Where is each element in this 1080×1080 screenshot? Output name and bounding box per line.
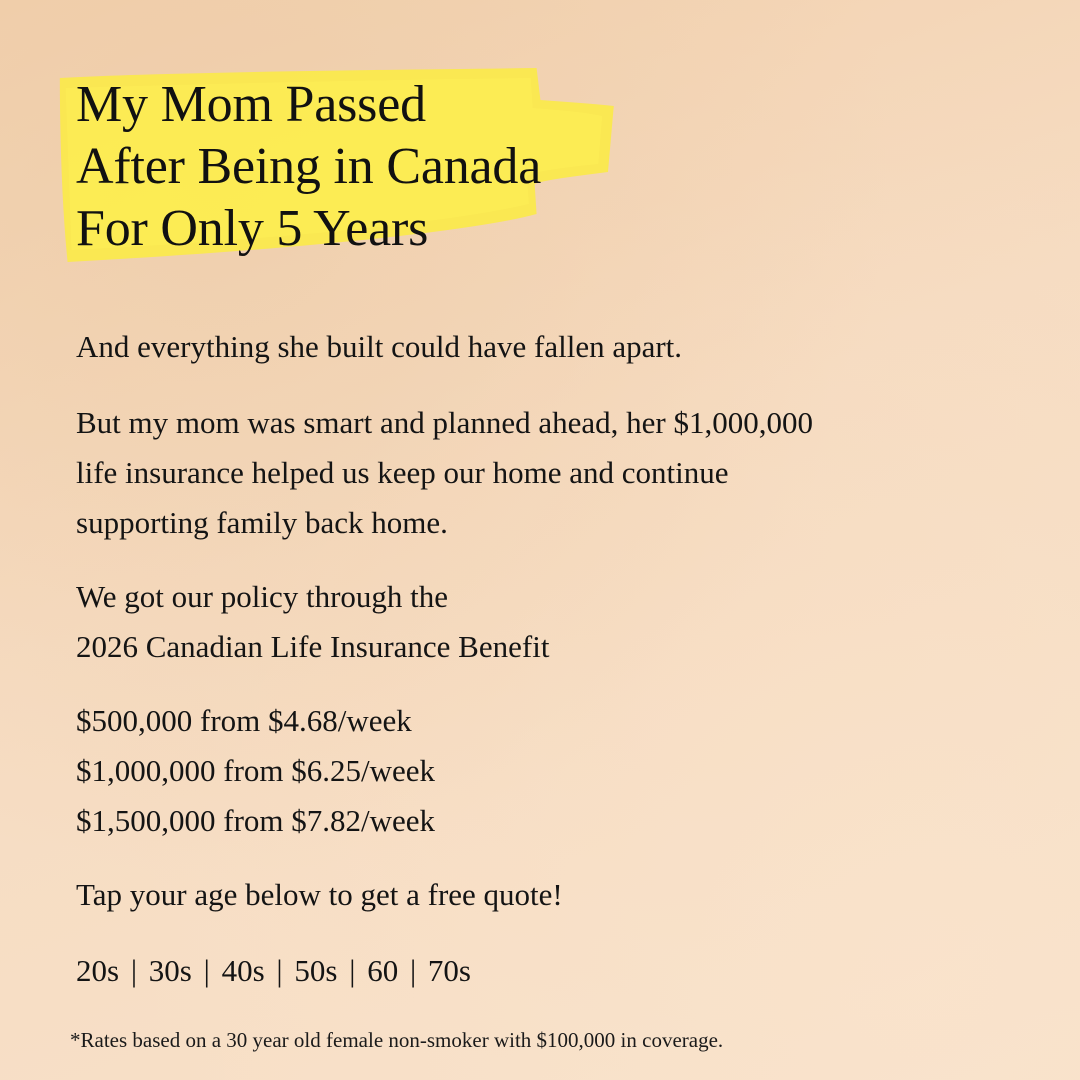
story-paragraph <box>76 398 813 548</box>
age-separator: | <box>276 953 283 988</box>
story-line-1: But my mom was smart and planned ahead, her $1,000,000 <box>76 405 813 440</box>
rate-item: $1,500,000 from $7.82/week <box>76 803 436 838</box>
headline-line-1: My Mom Passed <box>76 76 426 133</box>
age-option-30s[interactable]: 30s <box>148 953 192 988</box>
age-separator: | <box>130 953 138 988</box>
headline-line-2: After Being in Canada <box>76 138 542 195</box>
rates-list <box>76 696 435 846</box>
rate-item: $1,000,000 from $6.25/week <box>76 753 436 788</box>
policy-line-1: We got our policy through the <box>76 579 449 614</box>
age-option-60[interactable]: 60 <box>367 953 399 988</box>
intro-paragraph <box>76 322 682 372</box>
age-separator: | <box>409 953 417 988</box>
cta-text: Tap your age below to get a free quote! <box>76 877 563 912</box>
age-option-40s[interactable]: 40s <box>221 953 265 988</box>
age-separator: | <box>203 953 210 988</box>
policy-line-2: 2026 Canadian Life Insurance Benefit <box>76 629 550 664</box>
story-line-2: life insurance helped us keep our home and continue <box>76 455 729 490</box>
age-option-20s[interactable]: 20s <box>76 953 120 988</box>
story-line-3: supporting family back home. <box>76 505 448 540</box>
policy-paragraph <box>76 572 549 672</box>
headline-line-3: For Only 5 Years <box>76 200 429 257</box>
age-selector <box>76 946 471 996</box>
rates-disclaimer: *Rates based on a 30 year old female non-smoker with $100,000 in coverage. <box>70 1028 724 1052</box>
intro-text: And everything she built could have fallen apart. <box>76 329 683 364</box>
cta-paragraph <box>76 870 563 920</box>
age-option-50s[interactable]: 50s <box>294 953 338 988</box>
headline <box>76 74 541 260</box>
age-separator: | <box>349 953 356 988</box>
age-option-70s[interactable]: 70s <box>427 953 471 988</box>
rate-item: $500,000 from $4.68/week <box>76 703 412 738</box>
